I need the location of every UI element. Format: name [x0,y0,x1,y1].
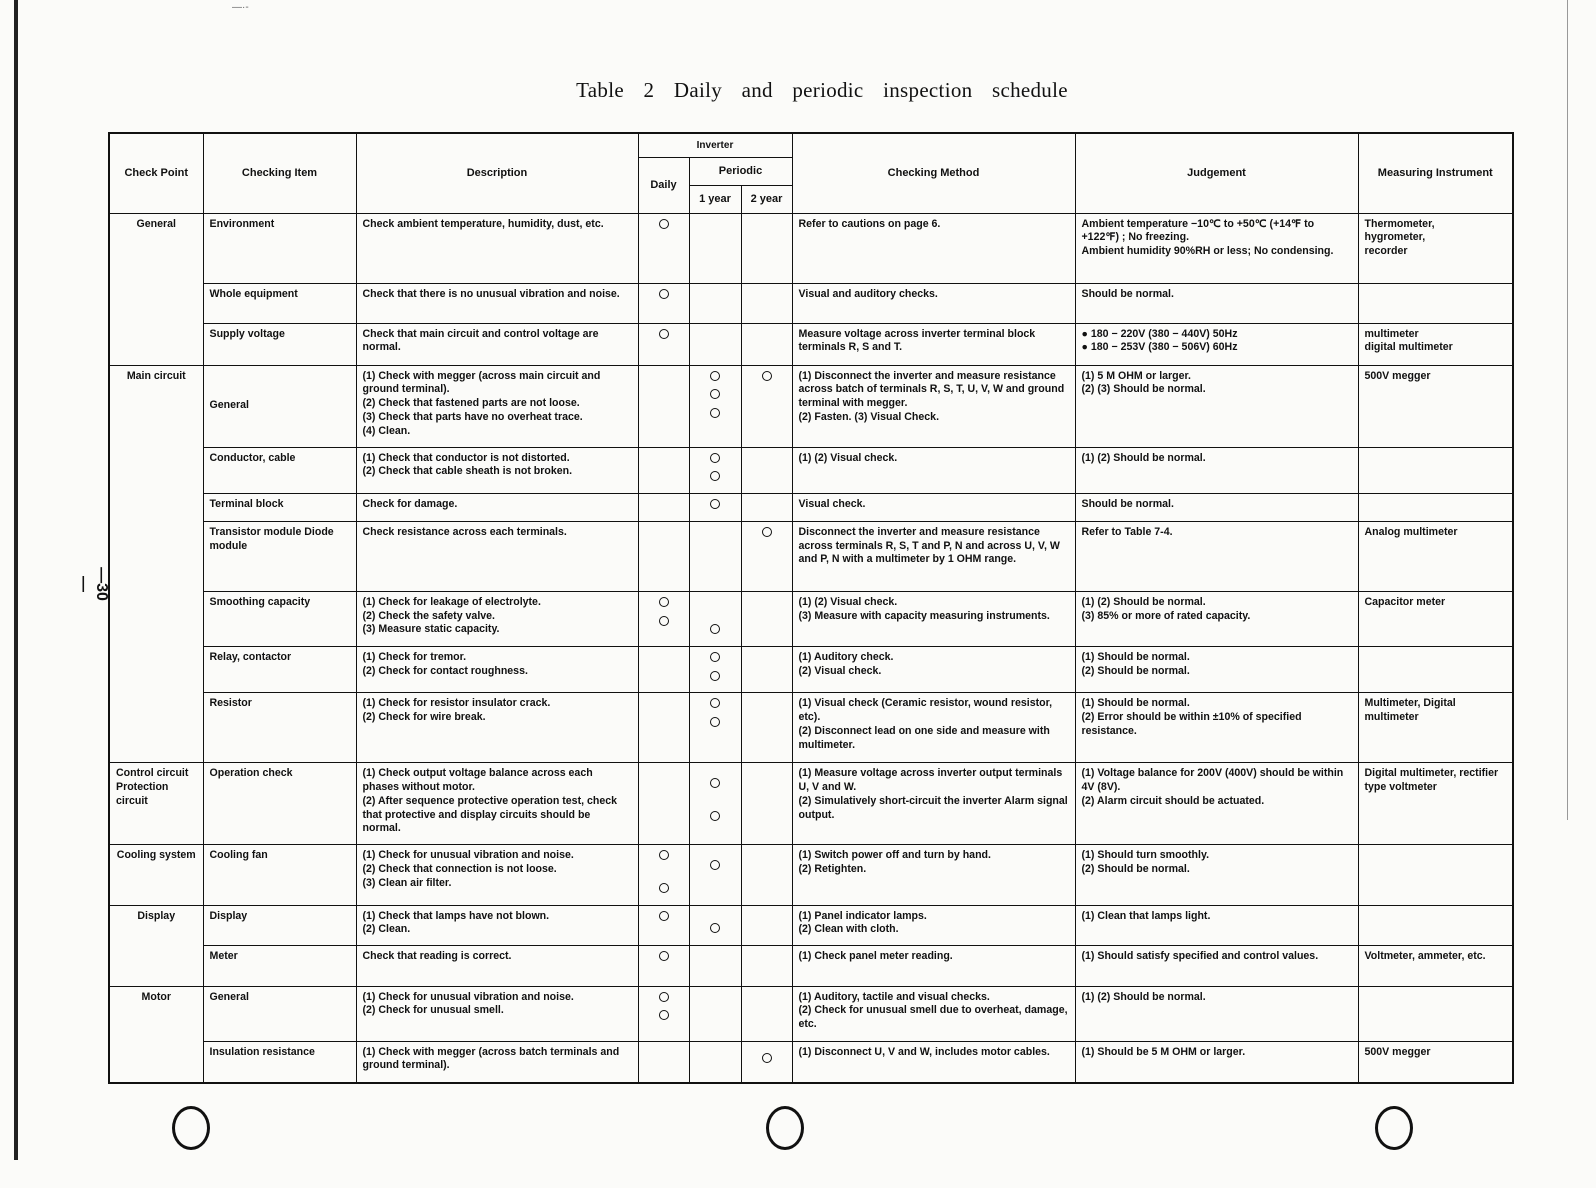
cell-line: Check that there is no unusual vibration and noise. [362,287,620,300]
judgement-cell [1075,213,1358,283]
cell-line: ● 180 − 220V (380 − 440V) 50Hz [1081,327,1238,340]
cell-line: (1) 5 M OHM or larger. [1081,369,1191,382]
year1-mark [689,447,741,494]
cell-line: (2) Check that fastened parts are not loose. [362,397,580,410]
year2-mark [741,986,792,1041]
year2-mark [741,323,792,365]
daily-mark [638,1041,689,1083]
check-circle-icon [710,499,720,509]
cell-line: Digital multimeter, rectifier type voltmeter [1364,767,1499,794]
check-circle-icon [710,778,720,788]
cell-line: Check that main circuit and control voltage are normal. [362,327,599,354]
daily-mark [638,986,689,1041]
judgement-cell [1075,646,1358,693]
cell-line: (1) Check that conductor is not distorted. [362,451,570,464]
page-edge-line [1567,0,1568,820]
year2-mark [741,494,792,522]
daily-mark [638,845,689,905]
binder-hole-icon [766,1106,804,1150]
check-point-general: General [109,213,203,365]
instrument-cell [1358,845,1513,905]
cell-line: 500V megger [1364,1045,1431,1058]
cell-line: Thermometer, [1364,217,1435,230]
header-measuring-instrument: Measuring Instrument [1358,133,1513,213]
binder-hole-icon [1375,1106,1413,1150]
table-row [109,693,1513,763]
cell-line: (1) Should be 5 M OHM or larger. [1081,1045,1246,1058]
cell-line: hygrometer, [1364,231,1426,244]
judgement-cell [1075,986,1358,1041]
method-cell [792,591,1075,646]
cell-line: (1) Should be normal. [1081,650,1190,663]
table-row [109,986,1513,1041]
cell-line: Disconnect the inverter and measure resistance across terminals R, S, T and P, N and across U, V, W and P, N with a multimeter by 1 OHM range. [798,525,1060,566]
item-general: General [203,365,356,447]
cell-line: Multimeter, Digital multimeter [1364,697,1456,724]
daily-mark [638,591,689,646]
inspection-schedule-table [108,132,1514,1084]
instrument-cell [1358,1041,1513,1083]
cell-line: (1) (2) Should be normal. [1081,990,1206,1003]
description-cell [356,945,638,986]
judgement-cell [1075,365,1358,447]
description-cell [356,986,638,1041]
cell-line: (2) Check for unusual smell due to overheat, damage, etc. [798,1004,1068,1031]
daily-mark [638,365,689,447]
method-cell [792,646,1075,693]
header-judgement: Judgement [1075,133,1358,213]
cell-line: (1) Check with megger (across batch terminals and ground terminal). [362,1045,620,1072]
cell-line: multimeter [1364,327,1419,340]
check-circle-icon [710,389,720,399]
cell-line: ● 180 − 253V (380 − 506V) 60Hz [1081,341,1238,354]
cell-line: (2) Clean with cloth. [798,923,899,936]
check-circle-icon [710,717,720,727]
daily-mark [638,646,689,693]
judgement-cell [1075,693,1358,763]
instrument-cell [1358,494,1513,522]
header-daily: Daily [638,157,689,213]
year2-mark [741,283,792,323]
check-circle-icon [710,811,720,821]
method-cell [792,213,1075,283]
cell-line: (1) Check that lamps have not blown. [362,909,550,922]
method-cell [792,323,1075,365]
check-point-display: Display [109,905,203,986]
method-cell [792,365,1075,447]
cell-line: (1) (2) Should be normal. [1081,595,1206,608]
method-cell [792,945,1075,986]
year1-mark [689,494,741,522]
year2-mark [741,905,792,945]
cell-line: Voltmeter, ammeter, etc. [1364,949,1486,962]
header-periodic: Periodic [689,157,792,185]
table-row [109,845,1513,905]
cell-line: (1) Check for unusual vibration and noise. [362,849,574,862]
description-cell [356,213,638,283]
check-point-control-circuit: Control circuit Protection circuit [109,763,203,845]
table-row [109,591,1513,646]
cell-line: recorder [1364,245,1408,258]
cell-line: (2) Error should be within ±10% of specified resistance. [1081,711,1302,737]
cell-line: Check that reading is correct. [362,949,512,962]
check-circle-icon [710,371,720,381]
description-cell [356,591,638,646]
judgement-cell [1075,763,1358,845]
year1-mark [689,521,741,591]
instrument-cell [1358,591,1513,646]
cell-line: (2) Should be normal. [1081,863,1190,876]
description-cell [356,693,638,763]
year1-mark [689,646,741,693]
description-cell [356,905,638,945]
check-circle-icon [659,911,669,921]
cell-line: (2) Disconnect lead on one side and measure with multimeter. [798,724,1050,751]
year1-mark [689,986,741,1041]
cell-line: Measure voltage across inverter terminal block terminals R, S and T. [798,327,1036,354]
item-conductor-cable: Conductor, cable [203,447,356,494]
cell-line: 500V megger [1364,369,1431,382]
cell-line: Check for damage. [362,498,458,511]
description-cell [356,323,638,365]
cell-line: (1) Panel indicator lamps. [798,909,927,922]
judgement-cell [1075,521,1358,591]
cell-line: Should be normal. [1081,498,1174,511]
cell-line: (2) Visual check. [798,664,882,677]
binder-hole-icon [172,1106,210,1150]
instrument-cell [1358,521,1513,591]
cell-line: (2) Should be normal. [1081,664,1190,677]
item-cooling-fan: Cooling fan [203,845,356,905]
check-circle-icon [659,1010,669,1020]
table-row [109,365,1513,447]
cell-line: Ambient temperature −10℃ to +50℃ (+14℉ to +122℉) ; No freezing. [1081,217,1315,244]
check-circle-icon [710,652,720,662]
year1-mark [689,283,741,323]
cell-line: (1) Check for unusual vibration and noise. [362,990,574,1003]
cell-line: (3) 85% or more of rated capacity. [1081,609,1251,622]
judgement-cell [1075,905,1358,945]
table-row [109,646,1513,693]
description-cell [356,283,638,323]
year2-mark [741,521,792,591]
cell-line: (2) Check the safety valve. [362,609,495,622]
item-operation-check: Operation check [203,763,356,845]
year1-mark [689,693,741,763]
cell-line: (1) (2) Should be normal. [1081,451,1206,464]
check-circle-icon [710,453,720,463]
year2-mark [741,646,792,693]
instrument-cell [1358,213,1513,283]
instrument-cell [1358,646,1513,693]
item-transistor-module: Transistor module Diode module [203,521,356,591]
year2-mark [741,213,792,283]
cell-line: (2) Check that cable sheath is not broken. [362,465,573,478]
year1-mark [689,213,741,283]
header-checking-item: Checking Item [203,133,356,213]
check-circle-icon [710,860,720,870]
daily-mark [638,447,689,494]
description-cell [356,845,638,905]
instrument-cell [1358,693,1513,763]
item-meter: Meter [203,945,356,986]
year1-mark [689,905,741,945]
check-circle-icon [659,329,669,339]
daily-mark [638,521,689,591]
judgement-cell [1075,323,1358,365]
daily-mark [638,763,689,845]
description-cell [356,521,638,591]
year1-mark [689,365,741,447]
cell-line: (3) Measure with capacity measuring instruments. [798,609,1050,622]
check-circle-icon [710,698,720,708]
daily-mark [638,945,689,986]
header-check-point: Check Point [109,133,203,213]
cell-line: (3) Check that parts have no overheat trace. [362,410,583,423]
cell-line: (1) Auditory check. [798,650,894,663]
check-point-cooling-system: Cooling system [109,845,203,905]
check-circle-icon [659,289,669,299]
table-row [109,283,1513,323]
method-cell [792,447,1075,494]
header-checking-method: Checking Method [792,133,1075,213]
check-circle-icon [659,992,669,1002]
cell-line: (3) Clean air filter. [362,876,452,889]
cell-line: Ambient humidity 90%RH or less; No condensing. [1081,245,1334,258]
cell-line: (1) (2) Visual check. [798,451,898,464]
cell-line: (2) Check that connection is not loose. [362,863,557,876]
cell-line: (1) Check for leakage of electrolyte. [362,595,541,608]
check-circle-icon [659,951,669,961]
daily-mark [638,693,689,763]
judgement-cell [1075,494,1358,522]
instrument-cell [1358,365,1513,447]
cell-line: (1) Auditory, tactile and visual checks. [798,990,990,1003]
check-circle-icon [710,624,720,634]
cell-line: (2) Fasten. (3) Visual Check. [798,410,940,423]
method-cell [792,905,1075,945]
table-row [109,521,1513,591]
table-row [109,494,1513,522]
table-row [109,1041,1513,1083]
description-cell [356,447,638,494]
table-row [109,763,1513,845]
item-smoothing-capacity: Smoothing capacity [203,591,356,646]
cell-line: (1) (2) Visual check. [798,595,898,608]
header-2-year: 2 year [741,185,792,213]
cell-line: (3) Measure static capacity. [362,623,500,636]
item-terminal-block: Terminal block [203,494,356,522]
cell-line: (1) Should satisfy specified and control values. [1081,949,1319,962]
table-row [109,447,1513,494]
year2-mark [741,447,792,494]
cell-line: (1) Disconnect the inverter and measure resistance across batch of terminals R, S, T, U, V, W and ground terminal with megger. [798,369,1065,410]
method-cell [792,763,1075,845]
check-circle-icon [659,219,669,229]
cell-line: (1) Check for tremor. [362,650,467,663]
cell-line: (1) Measure voltage across inverter output terminals U, V and W. [798,767,1063,794]
year1-mark [689,1041,741,1083]
cell-line: (4) Clean. [362,424,411,437]
instrument-cell [1358,763,1513,845]
item-environment: Environment [203,213,356,283]
method-cell [792,1041,1075,1083]
check-circle-icon [762,1053,772,1063]
cell-line: (1) Switch power off and turn by hand. [798,849,991,862]
check-circle-icon [659,850,669,860]
check-circle-icon [762,527,772,537]
binder-edge-line [14,0,18,1160]
year2-mark [741,1041,792,1083]
instrument-cell [1358,986,1513,1041]
table-title: Table 2 Daily and periodic inspection schedule [576,78,1068,102]
check-circle-icon [659,616,669,626]
instrument-cell [1358,905,1513,945]
check-point-main-circuit: Main circuit [109,365,203,763]
year1-mark [689,323,741,365]
cell-line: Capacitor meter [1364,595,1446,608]
year2-mark [741,945,792,986]
judgement-cell [1075,1041,1358,1083]
instrument-cell [1358,283,1513,323]
cell-line: (2) Check for contact roughness. [362,664,528,677]
cell-line: (1) Should be normal. [1081,697,1190,710]
item-resistor: Resistor [203,693,356,763]
item-supply-voltage: Supply voltage [203,323,356,365]
table-row [109,323,1513,365]
year1-mark [689,591,741,646]
cell-line: Check ambient temperature, humidity, dust, etc. [362,217,604,230]
cell-line: (2) Retighten. [798,863,867,876]
cell-line: (1) Check for resistor insulator crack. [362,697,551,710]
check-circle-icon [710,408,720,418]
cell-line: (1) Disconnect U, V and W, includes motor cables. [798,1045,1050,1058]
item-whole-equipment: Whole equipment [203,283,356,323]
top-mark: —·- [232,2,249,13]
cell-line: (2) Clean. [362,923,411,936]
year2-mark [741,365,792,447]
description-cell [356,1041,638,1083]
check-circle-icon [762,371,772,381]
daily-mark [638,283,689,323]
daily-mark [638,213,689,283]
table-row [109,213,1513,283]
cell-line: Visual and auditory checks. [798,287,938,300]
header-inverter: Inverter [638,133,792,157]
cell-line: (2) Check for wire break. [362,711,486,724]
cell-line: (1) Check output voltage balance across each phases without motor. [362,767,593,794]
table-row [109,945,1513,986]
cell-line: (2) Check for unusual smell. [362,1004,504,1017]
instrument-cell [1358,945,1513,986]
cell-line: (1) Should turn smoothly. [1081,849,1210,862]
cell-line: (2) Alarm circuit should be actuated. [1081,794,1265,807]
year2-mark [741,693,792,763]
daily-mark [638,494,689,522]
method-cell [792,986,1075,1041]
year2-mark [741,763,792,845]
year2-mark [741,845,792,905]
cell-line: Should be normal. [1081,287,1174,300]
check-circle-icon [710,923,720,933]
daily-mark [638,905,689,945]
instrument-cell [1358,323,1513,365]
description-cell [356,494,638,522]
header-1-year: 1 year [689,185,741,213]
cell-line: (2) After sequence protective operation test, check that protective and display circuits should be normal. [362,794,618,835]
cell-line: (2) (3) Should be normal. [1081,383,1206,396]
item-relay-contactor: Relay, contactor [203,646,356,693]
table-row [109,905,1513,945]
instrument-cell [1358,447,1513,494]
method-cell [792,521,1075,591]
cell-line: Refer to cautions on page 6. [798,217,941,230]
cell-line: (1) Clean that lamps light. [1081,909,1211,922]
method-cell [792,693,1075,763]
judgement-cell [1075,591,1358,646]
judgement-cell [1075,945,1358,986]
daily-mark [638,323,689,365]
judgement-cell [1075,845,1358,905]
description-cell [356,365,638,447]
cell-line: (1) Check with megger (across main circuit and ground terminal). [362,369,601,396]
cell-line: Check resistance across each terminals. [362,525,567,538]
cell-line: Visual check. [798,498,866,511]
header-description: Description [356,133,638,213]
cell-line: (1) Voltage balance for 200V (400V) should be within 4V (8V). [1081,767,1344,794]
description-cell [356,763,638,845]
judgement-cell [1075,283,1358,323]
judgement-cell [1075,447,1358,494]
method-cell [792,494,1075,522]
year1-mark [689,845,741,905]
check-circle-icon [710,471,720,481]
cell-line: (1) Check panel meter reading. [798,949,953,962]
check-circle-icon [659,597,669,607]
method-cell [792,845,1075,905]
cell-line: Refer to Table 7-4. [1081,525,1173,538]
check-circle-icon [710,671,720,681]
cell-line: (1) Visual check (Ceramic resistor, wound resistor, etc). [798,697,1053,724]
item-motor-general: General [203,986,356,1041]
year1-mark [689,945,741,986]
year1-mark [689,763,741,845]
cell-line: digital multimeter [1364,341,1453,354]
check-point-motor: Motor [109,986,203,1083]
page-number: —30— [75,567,110,601]
cell-line: Analog multimeter [1364,525,1458,538]
year2-mark [741,591,792,646]
method-cell [792,283,1075,323]
cell-line: (2) Simulatively short-circuit the inverter Alarm signal output. [798,794,1068,821]
item-insulation-resistance: Insulation resistance [203,1041,356,1083]
description-cell [356,646,638,693]
item-display: Display [203,905,356,945]
check-circle-icon [659,883,669,893]
